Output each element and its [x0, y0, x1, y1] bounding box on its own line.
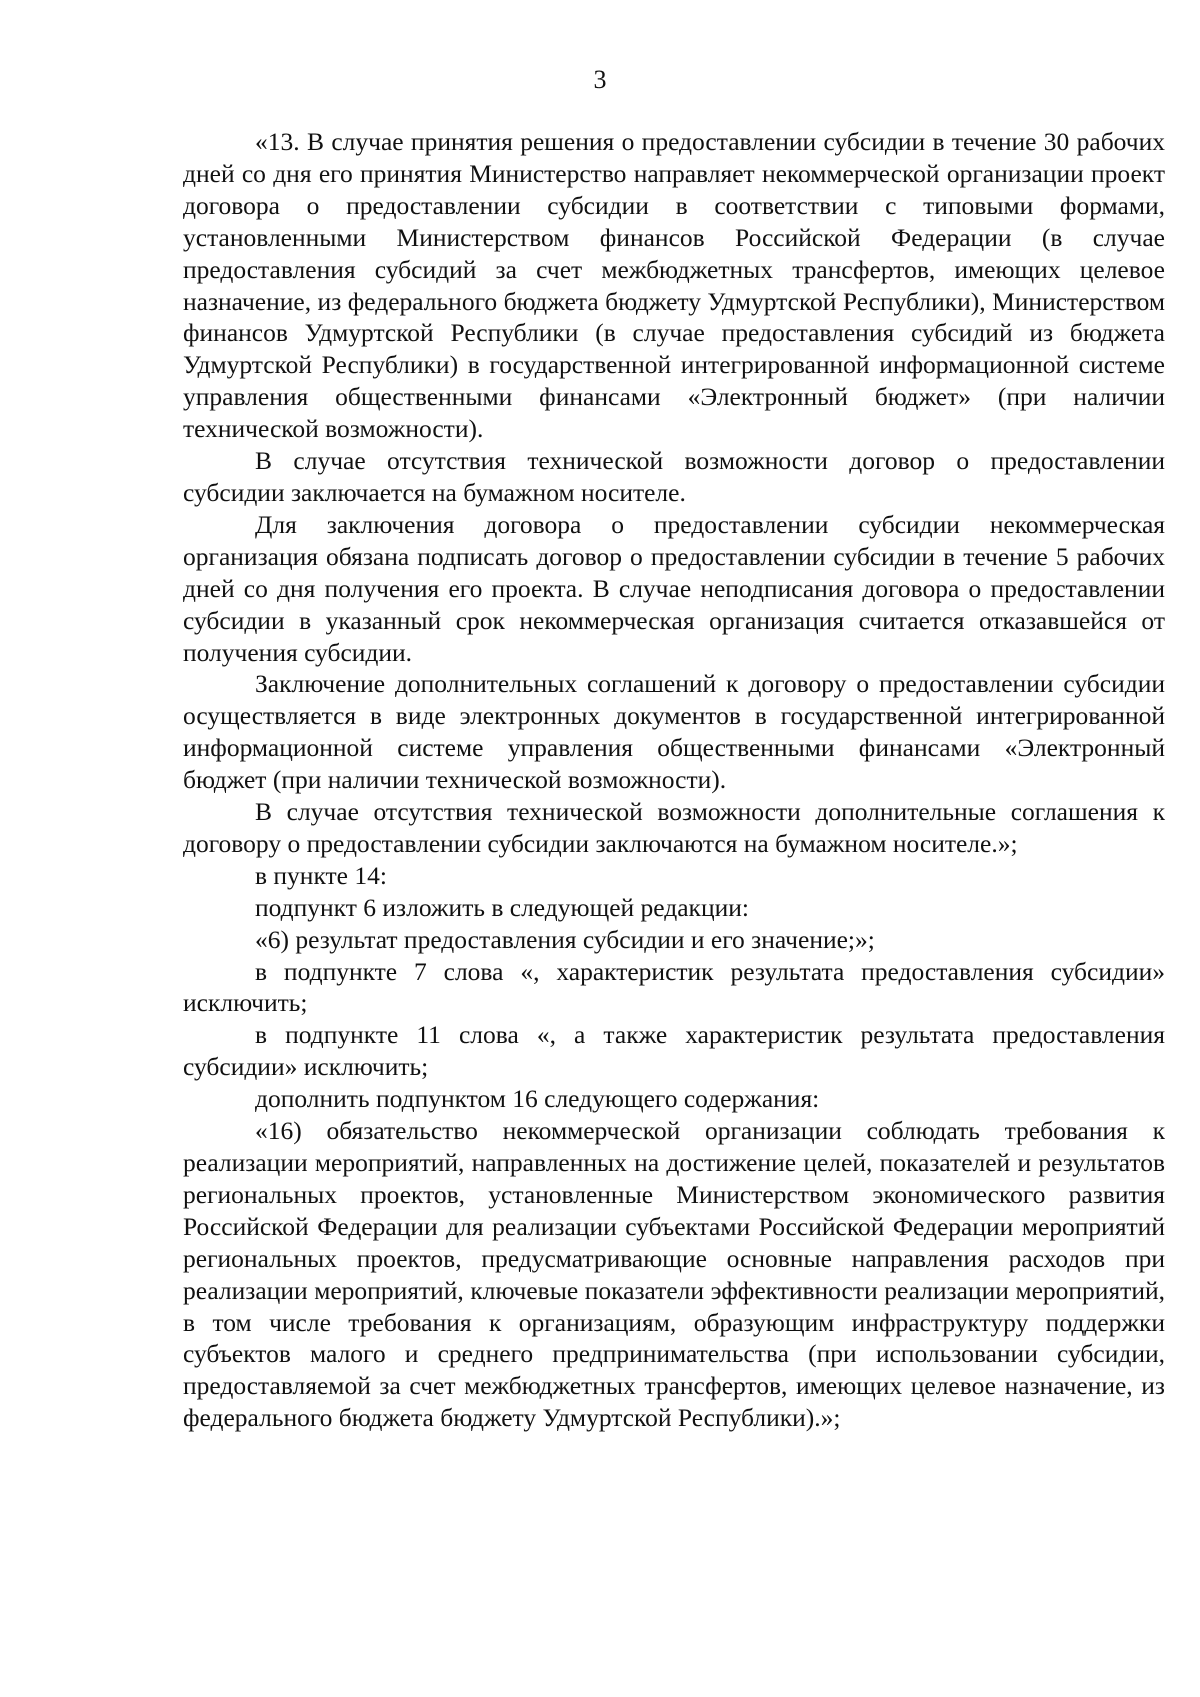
paragraph: подпункт 6 изложить в следующей редакции: — [255, 892, 749, 922]
paragraph: в подпункте 11 слова «, а также характеристик результата предоставления субсидии» исключить; — [183, 1020, 1165, 1082]
paragraph: дополнить подпунктом 16 следующего содержания: — [255, 1084, 820, 1114]
paragraph: В случае отсутствия технической возможности дополнительные соглашения к договору о предоставлении субсидии заключаются на бумажном носителе.»; — [183, 797, 1165, 858]
paragraph: в подпункте 7 слова «, характеристик результата предоставления субсидии» исключить; — [183, 956, 1165, 1018]
paragraph: Заключение дополнительных соглашений к договору о предоставлении субсидии осуществляется в виде электронных документов в государственной интегрированной информационной системе управления общественными финансами «Электронный бюджет (при наличии технической возможности). — [183, 669, 1165, 795]
paragraph: «16) обязательство некоммерческой организации соблюдать требования к реализации мероприятий, направленных на достижение целей, показателей и результатов региональных проектов, установленные Министерством экономического развития Российской Федерации для реализации субъектами Российской Федерации мероприятий региональных проектов, предусматривающие основные направления расходов при реализации мероприятий, ключевые показатели эффективности реализации мероприятий, в том числе требования к организациям, образующим инфраструктуру поддержки субъектов малого и среднего предпринимательства (при использовании субсидии, предоставляемой за счет межбюджетных трансфертов, имеющих целевое назначение, из федерального бюджета бюджету Удмуртской Республики).»; — [183, 1116, 1165, 1433]
paragraph: в пункте 14: — [255, 860, 387, 890]
page-number: 3 — [593, 65, 607, 94]
paragraph: Для заключения договора о предоставлении субсидии некоммерческая организация обязана подписать договор о предоставлении субсидии в течение 5 рабочих дней со дня получения его проекта. В случае неподписания договора о предоставлении субсидии в указанный срок некоммерческая организация считается отказавшейся от получения субсидии. — [183, 509, 1165, 667]
document-body — [183, 126, 1165, 1434]
paragraph: «13. В случае принятия решения о предоставлении субсидии в течение 30 рабочих дней со дня его принятия Министерство направляет некоммерческой организации проект договора о предоставлении субсидии в соответствии с типовыми формами, установленными Министерством финансов Российской Федерации (в случае предоставления субсидий за счет межбюджетных трансфертов, имеющих целевое назначение, из федерального бюджета бюджету Удмуртской Республики), Министерством финансов Удмуртской Республики (в случае предоставления субсидий из бюджета Удмуртской Республики) в государственной интегрированной информационной системе управления общественными финансами «Электронный бюджет» (при наличии технической возможности). — [183, 127, 1165, 444]
paragraph: «6) результат предоставления субсидии и его значение;»; — [255, 924, 875, 954]
paragraph: В случае отсутствия технической возможности договор о предоставлении субсидии заключается на бумажном носителе. — [183, 446, 1165, 507]
